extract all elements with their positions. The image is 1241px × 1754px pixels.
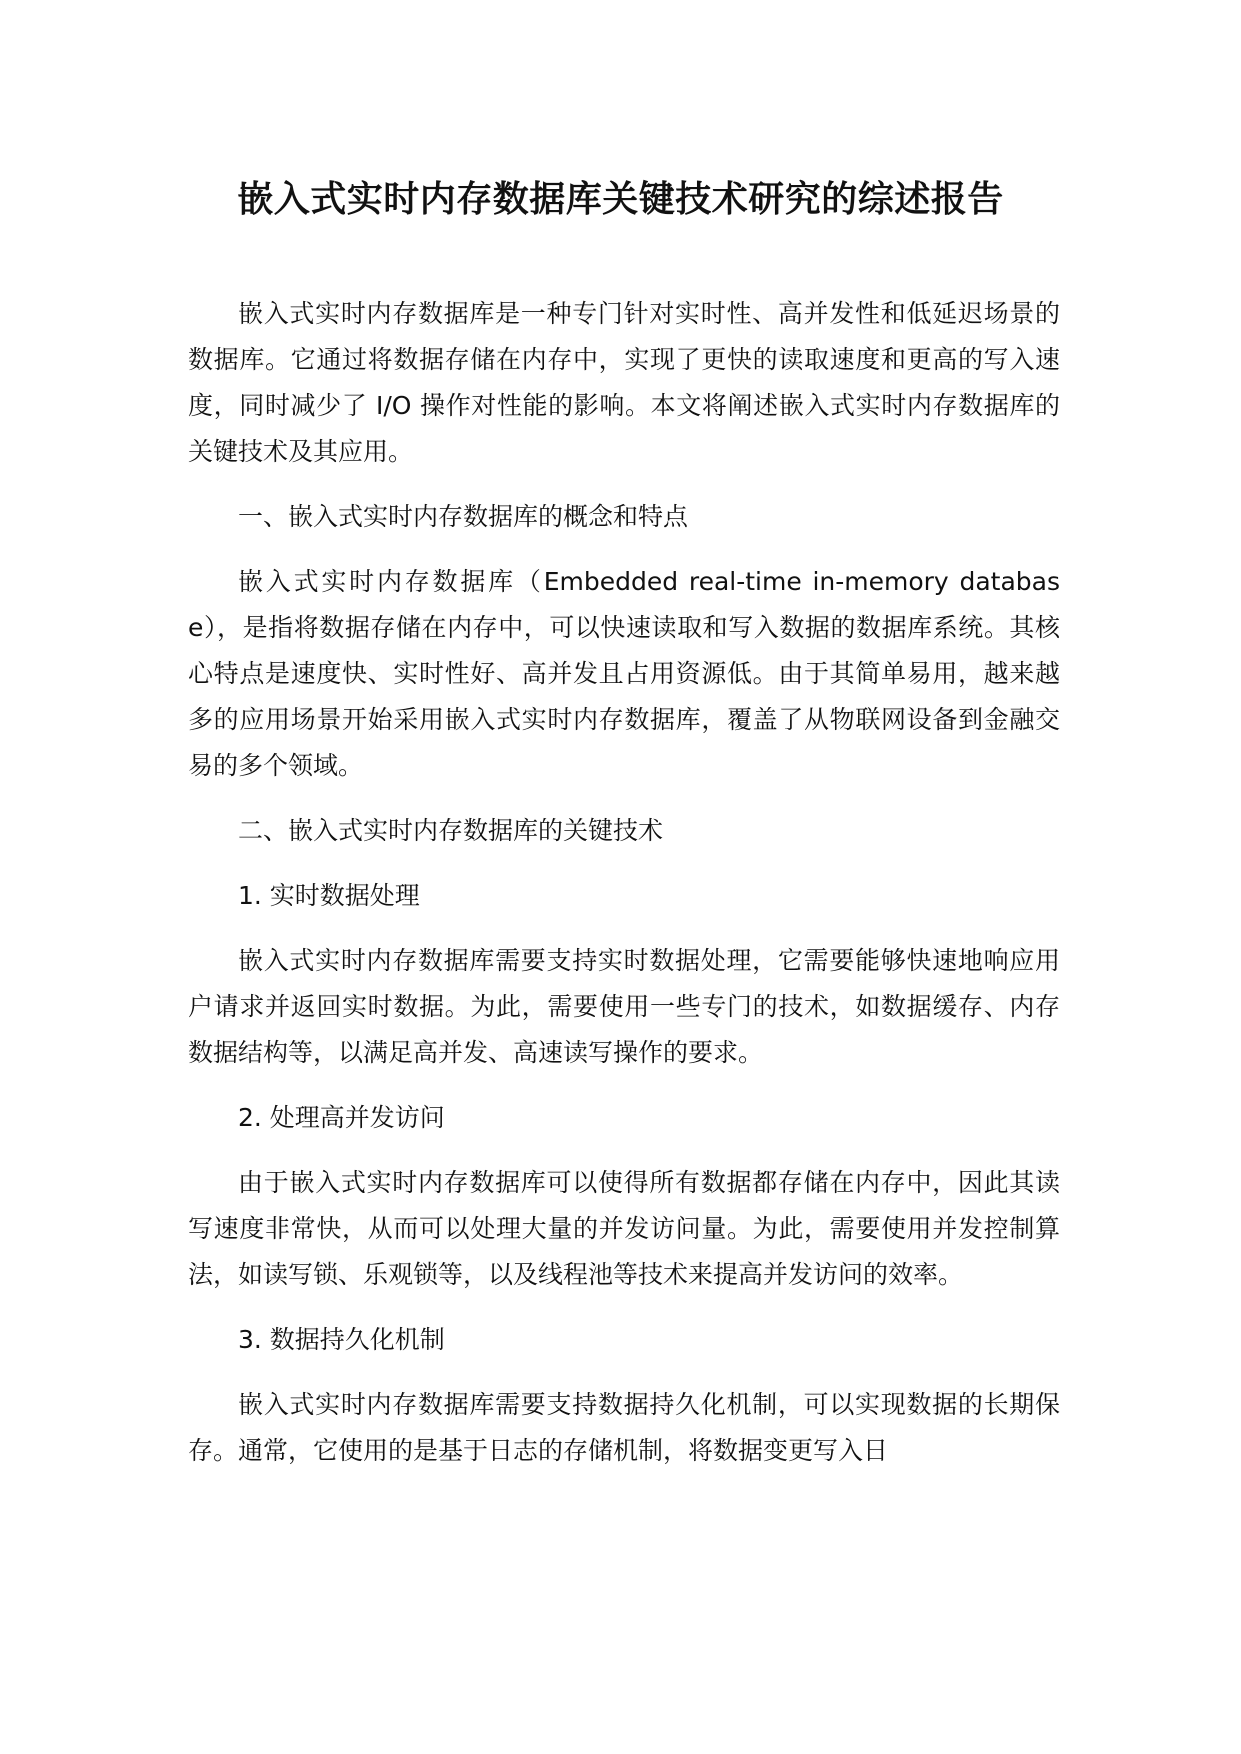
intro-paragraph: 嵌入式实时内存数据库是一种专门针对实时性、高并发性和低延迟场景的数据库。它通过将数据存储在内存中，实现了更快的读取速度和更高的写入速度，同时减少了 I/O 操作对性能的影响。本文将阐述嵌入式实时内存数据库的关键技术及其应用。	[188, 299, 1060, 466]
section-heading-2: 二、嵌入式实时内存数据库的关键技术	[238, 816, 664, 845]
document-body	[188, 291, 1060, 1493]
subheading-realtime-processing: 1. 实时数据处理	[238, 881, 420, 910]
subheading-persistence: 3. 数据持久化机制	[238, 1325, 445, 1354]
document-title: 嵌入式实时内存数据库关键技术研究的综述报告	[237, 179, 1004, 220]
section-heading-1: 一、嵌入式实时内存数据库的概念和特点	[238, 502, 689, 531]
subheading-high-concurrency: 2. 处理高并发访问	[238, 1103, 445, 1132]
high-concurrency-paragraph: 由于嵌入式实时内存数据库可以使得所有数据都存储在内存中，因此其读写速度非常快，从而可以处理大量的并发访问量。为此，需要使用并发控制算法，如读写锁、乐观锁等，以及线程池等技术来提高并发访问的效率。	[188, 1168, 1060, 1289]
realtime-processing-paragraph: 嵌入式实时内存数据库需要支持实时数据处理，它需要能够快速地响应用户请求并返回实时数据。为此，需要使用一些专门的技术，如数据缓存、内存数据结构等，以满足高并发、高速读写操作的要求。	[188, 946, 1060, 1067]
persistence-paragraph: 嵌入式实时内存数据库需要支持数据持久化机制，可以实现数据的长期保存。通常，它使用的是基于日志的存储机制，将数据变更写入日	[188, 1390, 1060, 1465]
concept-paragraph: 嵌入式实时内存数据库（Embedded real-time in-memory database），是指将数据存储在内存中，可以快速读取和写入数据的数据库系统。其核心特点是速度快、实时性好、高并发且占用资源低。由于其简单易用，越来越多的应用场景开始采用嵌入式实时内存数据库，覆盖了从物联网设备到金融交易的多个领域。	[188, 567, 1060, 780]
